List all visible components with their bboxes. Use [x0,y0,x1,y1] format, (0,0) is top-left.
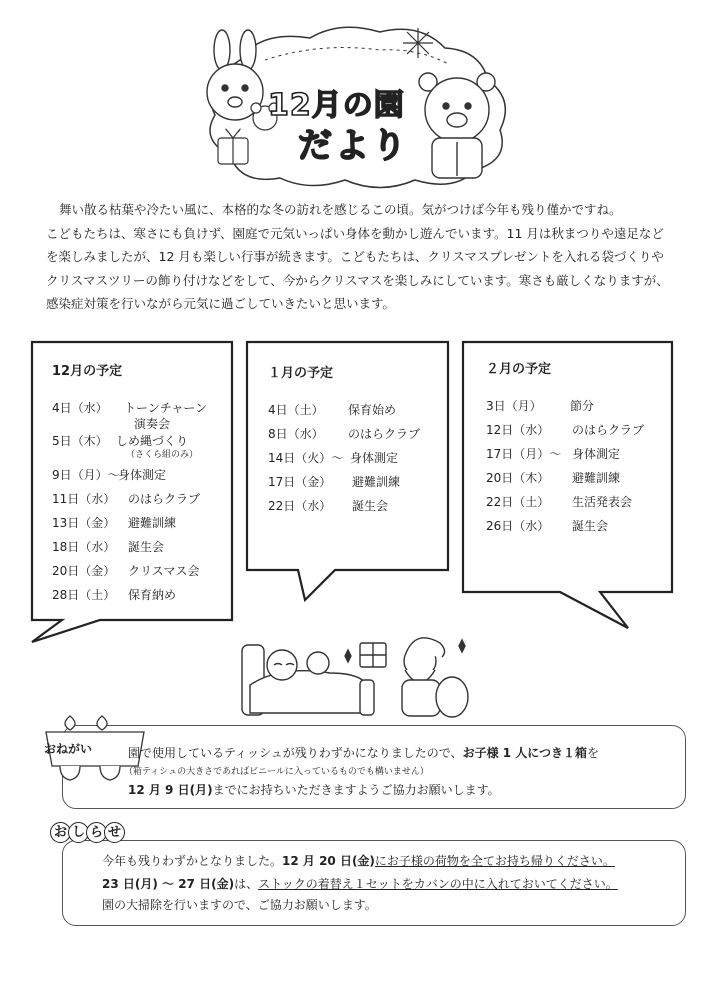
schedule-date: 11日（水） [52,492,116,506]
request-quantity: お子様 1 人につき１箱 [462,746,588,760]
schedule-event: 避難訓練 [352,475,401,489]
intro-paragraph [46,198,676,316]
schedule-date: 22日（水） [268,499,332,513]
schedule-event: 避難訓練 [572,471,621,485]
schedule-heading: ２月の予定 [486,362,552,377]
intro-line: クリスマスツリーの飾り付けなどをして、今からクリスマスを楽しみにしています。寒さも厳しくなりますが、 [46,272,669,288]
schedule-event: しめ縄づくり [116,434,189,448]
label-char: い [80,742,93,756]
schedule-heading: 12月の予定 [52,364,123,379]
request-line-1 [128,744,599,761]
schedule-date: 28日（土） [52,588,116,602]
notice-text: は、 [234,877,259,891]
schedule-heading: １月の予定 [268,366,334,381]
schedule-date: 26日（水） [486,519,550,533]
snowflake-icon [403,28,433,58]
schedule-event: 身体測定 [118,468,167,482]
request-label [44,740,92,757]
schedule-event: のはらクラブ [348,427,421,441]
schedule-date: 4日（土） [268,403,324,417]
schedule-event: 身体測定 [572,447,621,461]
notice-date: 12 月 20 日(金) [282,854,375,868]
request-text: 園で使用しているティッシュが残りわずかになりましたので、 [128,746,463,760]
schedule-date: 9日（月）～ [52,468,120,482]
intro-line: こどもたちは、寒さにも負けず、園庭で元気いっぱい身体を動かし遊んでいます。11 月は秋まつりや遠足など [46,225,664,241]
label-char: ね [56,742,69,756]
schedule-event: 保育始め [348,403,397,417]
label-char: が [68,742,81,756]
newsletter-title-line1: 12月の園 [268,88,405,123]
notice-line-3: 園の大掃除を行いますので、ご協力お願いします。 [102,898,377,912]
schedule-date: 17日（金） [268,475,332,489]
schedule-event: 節分 [570,399,595,413]
schedule-event: 誕生会 [128,540,165,554]
schedule-date: 20日（木） [486,471,550,485]
request-line-3 [128,781,500,798]
santa-icon [402,638,468,717]
intro-line: 感染症対策を行いながら元気に過ごしていきたいと思います。 [46,296,396,311]
schedule-date: 13日（金） [52,516,116,530]
schedule-date: 17日（月）～ [486,447,562,461]
schedule-event: のはらクラブ [128,492,201,506]
schedule-date: 8日（水） [268,427,324,441]
intro-line: 舞い散る枯葉や冷たい風に、本格的な冬の訪れを感じるこの頃。気がつけば今年も残り僅かですね。 [59,202,622,217]
baby-icon [307,652,329,674]
label-char: お [50,822,71,843]
notice-label [50,822,122,843]
notice-text: ストックの着替え１セットをカバンの中に入れておいてください。 [258,877,618,891]
schedule-date: 3日（月） [486,399,542,413]
request-deadline: 12 月 9 日(月) [128,783,213,797]
schedule-event: 身体測定 [350,451,399,465]
schedule-event-note: （さくら組のみ） [126,450,199,460]
notice-text: にお子様の荷物を全てお持ち帰りください。 [374,854,615,868]
schedule-event: 生活発表会 [572,495,633,509]
schedule-event: 誕生会 [572,519,609,533]
schedule-event: 誕生会 [352,499,389,513]
label-char: お [44,742,57,756]
notice-date: 23 日(月) ～ 27 日(金) [102,877,235,891]
schedule-december [52,360,207,612]
schedule-date [52,448,126,462]
schedule-date: 12日（水） [486,423,550,437]
sparkle-icon [345,650,351,662]
label-char: し [68,822,89,843]
schedule-event: のはらクラブ [572,423,645,437]
schedule-event: 保育納め [128,588,177,602]
schedule-event: トーンチャーン [124,401,208,415]
label-char: せ [104,822,125,843]
request-text: までにお持ちいただきますようご協力お願いします。 [212,783,500,797]
schedule-january [268,362,420,523]
schedule-february [486,358,644,543]
schedule-date: 4日（水） [52,401,108,415]
santa-scene-illustration [230,625,470,725]
intro-line: を楽しみましたが、12 月も楽しい行事が続きます。こどもたちは、クリスマスプレゼントを入れる袋づくりや [46,249,664,264]
newsletter-title-line2: だより [298,126,409,166]
schedule-date: 14日（火）～ [268,451,344,465]
schedule-event: クリスマス会 [128,564,200,578]
notice-line-2 [102,875,618,892]
request-text: を [587,746,600,760]
schedule-event: 避難訓練 [128,516,177,530]
label-char: ら [86,822,107,843]
schedule-date: 18日（水） [52,540,116,554]
schedule-event: 演奏会 [134,417,171,431]
notice-line-1 [102,852,615,869]
schedule-date [52,417,134,431]
schedule-date: 5日（木） [52,434,108,448]
sparkle-icon [459,640,465,652]
notice-text: 今年も残りわずかとなりました。 [102,854,283,868]
schedule-date: 22日（土） [486,495,550,509]
schedule-date: 20日（金） [52,564,116,578]
request-note: （箱ティシュの大きさであればビニールに入っているものでも構いません） [124,767,429,777]
